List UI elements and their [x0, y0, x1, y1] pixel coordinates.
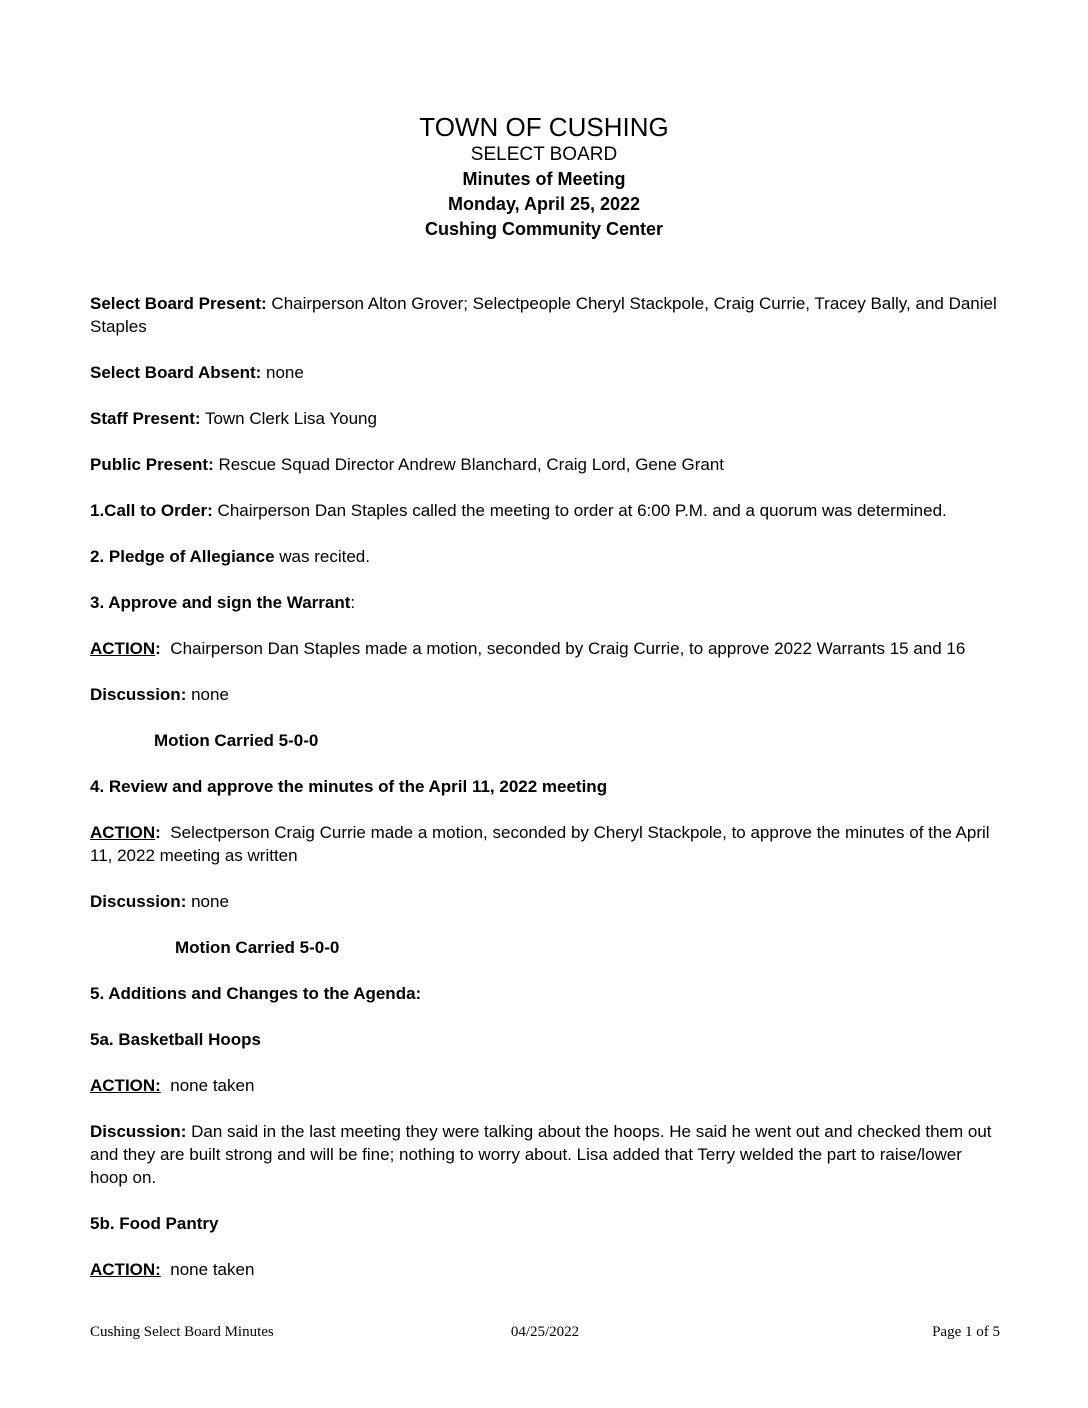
item-2-pledge-text: was recited.: [274, 547, 370, 566]
item-5b-action-text: none taken: [160, 1260, 255, 1279]
select-board-present: [90, 292, 1000, 338]
item-3-action: [90, 637, 1000, 660]
item-3-discussion-text: Discussion:: [90, 685, 187, 704]
item-3-discussion: [90, 683, 1000, 706]
doc-heading-location: Cushing Community Center: [424, 219, 663, 239]
doc-subtitle: SELECT BOARD: [470, 144, 618, 165]
item-3-warrant-text: 3. Approve and sign the Warrant: [90, 593, 351, 612]
select-board-absent-text: Select Board Absent:: [90, 363, 262, 382]
item-3-action-text: Chairperson Dan Staples made a motion, seconded by Craig Currie, to approve 2022 Warrants 15 and 16: [160, 639, 966, 658]
item-4-review-minutes: [90, 775, 1000, 798]
staff-present: [90, 407, 1000, 430]
public-present-text: Public Present:: [90, 455, 214, 474]
public-present-text: Rescue Squad Director Andrew Blanchard, Craig Lord, Gene Grant: [213, 455, 725, 474]
document-body: [90, 292, 1000, 1281]
item-4-discussion: [90, 890, 1000, 913]
item-4-motion-carried: [90, 936, 1000, 959]
item-4-review-minutes-text: 4. Review and approve the minutes of the April 11, 2022 meeting: [90, 777, 608, 796]
footer-date: 04/25/2022: [510, 1324, 580, 1340]
staff-present-text: Staff Present:: [90, 409, 201, 428]
item-1-call-to-order: [90, 499, 1000, 522]
item-3-motion-carried-text: Motion Carried 5-0-0: [154, 731, 319, 750]
doc-heading-date: Monday, April 25, 2022: [447, 194, 641, 214]
item-5a-basketball-hoops: [90, 1028, 1000, 1051]
item-4-discussion-text: none: [186, 892, 229, 911]
item-4-discussion-text: Discussion:: [90, 892, 187, 911]
staff-present-text: Town Clerk Lisa Young: [200, 409, 377, 428]
item-3-motion-carried: [90, 729, 1000, 752]
item-2-pledge: [90, 545, 1000, 568]
item-4-action-text: :: [155, 823, 161, 842]
item-5-additions-text: 5. Additions and Changes to the Agenda:: [90, 984, 422, 1003]
item-5a-discussion: [90, 1120, 1000, 1189]
item-5a-discussion-text: Dan said in the last meeting they were talking about the hoops. He said he went out and checked them out and they are built strong and will be fine; nothing to worry about. Lisa added that Terry welded the part to raise/lower hoop on.: [90, 1122, 992, 1187]
select-board-absent-text: none: [261, 363, 304, 382]
item-4-action: [90, 821, 1000, 867]
item-5-additions: [90, 982, 1000, 1005]
item-5b-action: [90, 1258, 1000, 1281]
item-5a-action-text: none taken: [160, 1076, 255, 1095]
item-3-warrant: [90, 591, 1000, 614]
item-3-action-text: ACTION: [90, 639, 156, 658]
select-board-absent: [90, 361, 1000, 384]
item-5a-basketball-hoops-text: 5a. Basketball Hoops: [90, 1030, 262, 1049]
item-1-call-to-order-text: 1.Call to Order:: [90, 501, 213, 520]
document-footer: [90, 1322, 1000, 1342]
item-5b-food-pantry: [90, 1212, 1000, 1235]
item-4-action-text: Selectperson Craig Currie made a motion, seconded by Cheryl Stackpole, to approve the minutes of the April 11, 2022 meeting as written: [90, 823, 990, 865]
item-5a-action: [90, 1074, 1000, 1097]
document-header: [0, 0, 1088, 242]
item-4-action-text: ACTION: [90, 823, 156, 842]
item-1-call-to-order-text: Chairperson Dan Staples called the meeting to order at 6:00 P.M. and a quorum was determined.: [212, 501, 947, 520]
item-5b-food-pantry-text: 5b. Food Pantry: [90, 1214, 219, 1233]
item-4-motion-carried-text: Motion Carried 5-0-0: [175, 938, 340, 957]
item-3-warrant-text: :: [350, 593, 356, 612]
doc-heading-minutes: Minutes of Meeting: [462, 169, 626, 189]
footer-document-name: Cushing Select Board Minutes: [90, 1324, 274, 1340]
item-5a-discussion-text: Discussion:: [90, 1122, 187, 1141]
item-5a-action-text: ACTION:: [90, 1076, 161, 1095]
footer-page-number: Page 1 of 5: [932, 1324, 1000, 1340]
item-5b-action-text: ACTION:: [90, 1260, 161, 1279]
select-board-present-text: Chairperson Alton Grover; Selectpeople Cheryl Stackpole, Craig Currie, Tracey Bally, and Daniel Staples: [90, 294, 997, 336]
select-board-present-text: Select Board Present:: [90, 294, 267, 313]
doc-title: TOWN OF CUSHING: [419, 112, 669, 142]
item-2-pledge-text: 2. Pledge of Allegiance: [90, 547, 275, 566]
public-present: [90, 453, 1000, 476]
item-3-action-text: :: [155, 639, 161, 658]
item-3-discussion-text: none: [186, 685, 229, 704]
